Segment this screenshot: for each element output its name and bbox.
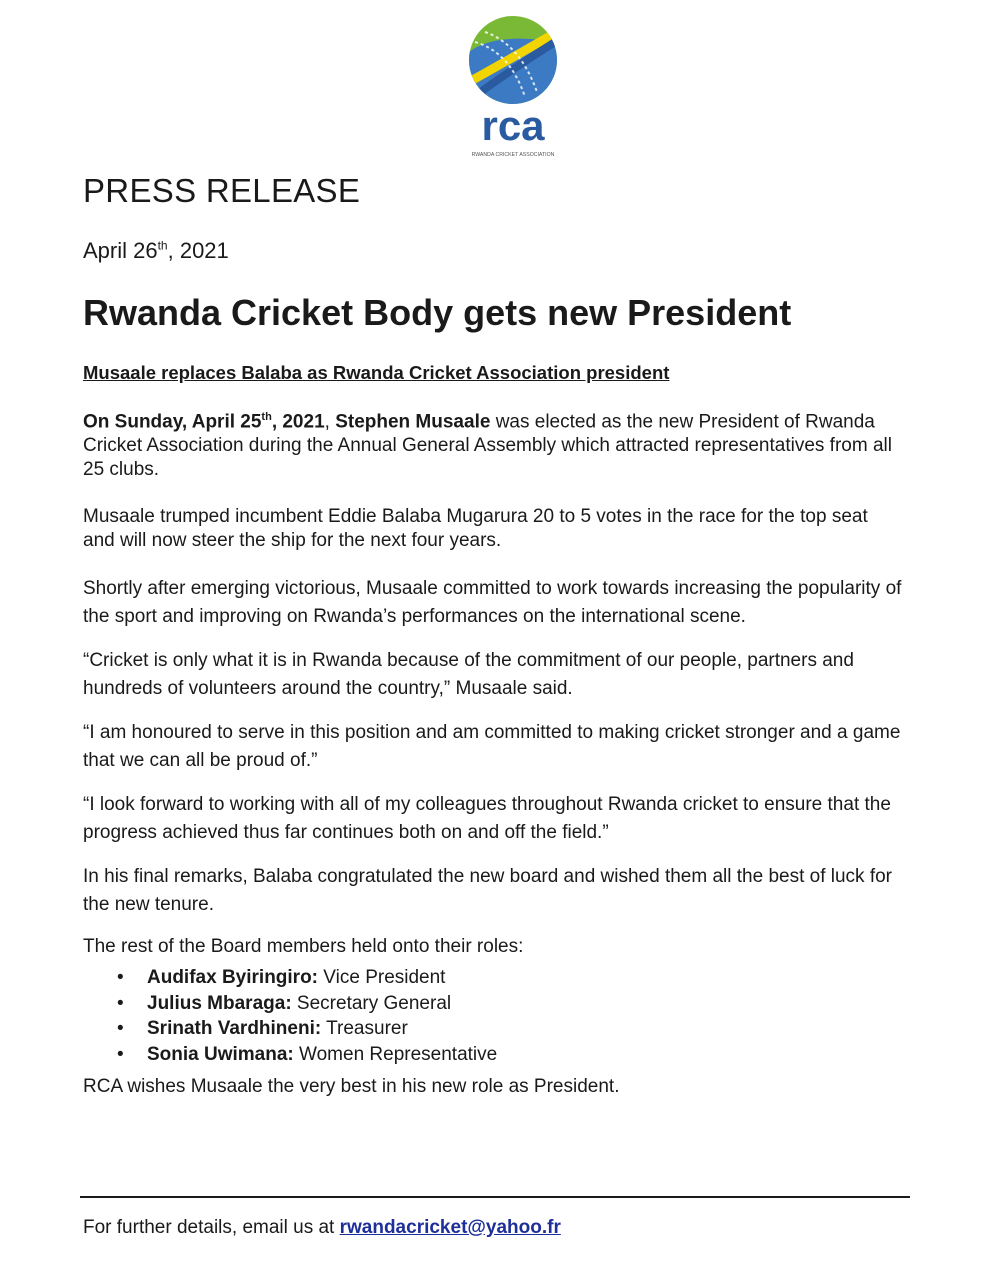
list-item: • Srinath Vardhineni: Treasurer: [117, 1016, 903, 1042]
subheadline: Musaale replaces Balaba as Rwanda Cricket Association president: [83, 362, 670, 383]
paragraph-8: The rest of the Board members held onto their roles:: [83, 936, 524, 958]
list-item: • Julius Mbaraga: Secretary General: [117, 991, 903, 1017]
release-date: April 26th, 2021: [83, 238, 229, 263]
cricket-ball-logo-icon: [455, 12, 575, 162]
paragraph-5: “I am honoured to serve in this position and am committed to making cricket stronger and a game that we can all be proud of.”: [83, 722, 901, 771]
article-body: [83, 405, 903, 1099]
list-item: • Sonia Uwimana: Women Representative: [117, 1042, 903, 1068]
headline: Rwanda Cricket Body gets new President: [83, 292, 792, 333]
logo-tagline: RWANDA CRICKET ASSOCIATION: [471, 152, 555, 158]
paragraph-4: “Cricket is only what it is in Rwanda because of the commitment of our people, partners and hundreds of volunteers around the country,” Musaale said.: [83, 650, 854, 699]
footer-contact: For further details, email us at rwandacricket@yahoo.fr: [83, 1217, 561, 1238]
paragraph-9: RCA wishes Musaale the very best in his new role as President.: [83, 1076, 620, 1098]
footer-divider: [80, 1196, 910, 1198]
rca-logo: [455, 12, 575, 162]
paragraph-6: “I look forward to working with all of my colleagues throughout Rwanda cricket to ensure that the progress achieved thus far continues both on and off the field.”: [83, 794, 891, 843]
email-link[interactable]: rwandacricket@yahoo.fr: [339, 1217, 561, 1238]
press-release-title: PRESS RELEASE: [83, 172, 361, 209]
paragraph-1: On Sunday, April 25th, 2021, Stephen Musaale was elected as the new President of Rwanda Cricket Association during the Annual General Assembly which attracted representatives from all 25 clubs.: [83, 411, 892, 481]
paragraph-2: Musaale trumped incumbent Eddie Balaba Mugarura 20 to 5 votes in the race for the top seat and will now steer the ship for the next four years.: [83, 506, 868, 552]
list-item: • Audifax Byiringiro: Vice President: [117, 965, 903, 991]
logo-wordmark: rca: [481, 102, 545, 149]
paragraph-7: In his final remarks, Balaba congratulated the new board and wished them all the best of luck for the new tenure.: [83, 866, 893, 915]
board-members-list: [83, 965, 903, 1067]
paragraph-3: Shortly after emerging victorious, Musaale committed to work towards increasing the popularity of the sport and improving on Rwanda’s performances on the international scene.: [83, 578, 902, 627]
